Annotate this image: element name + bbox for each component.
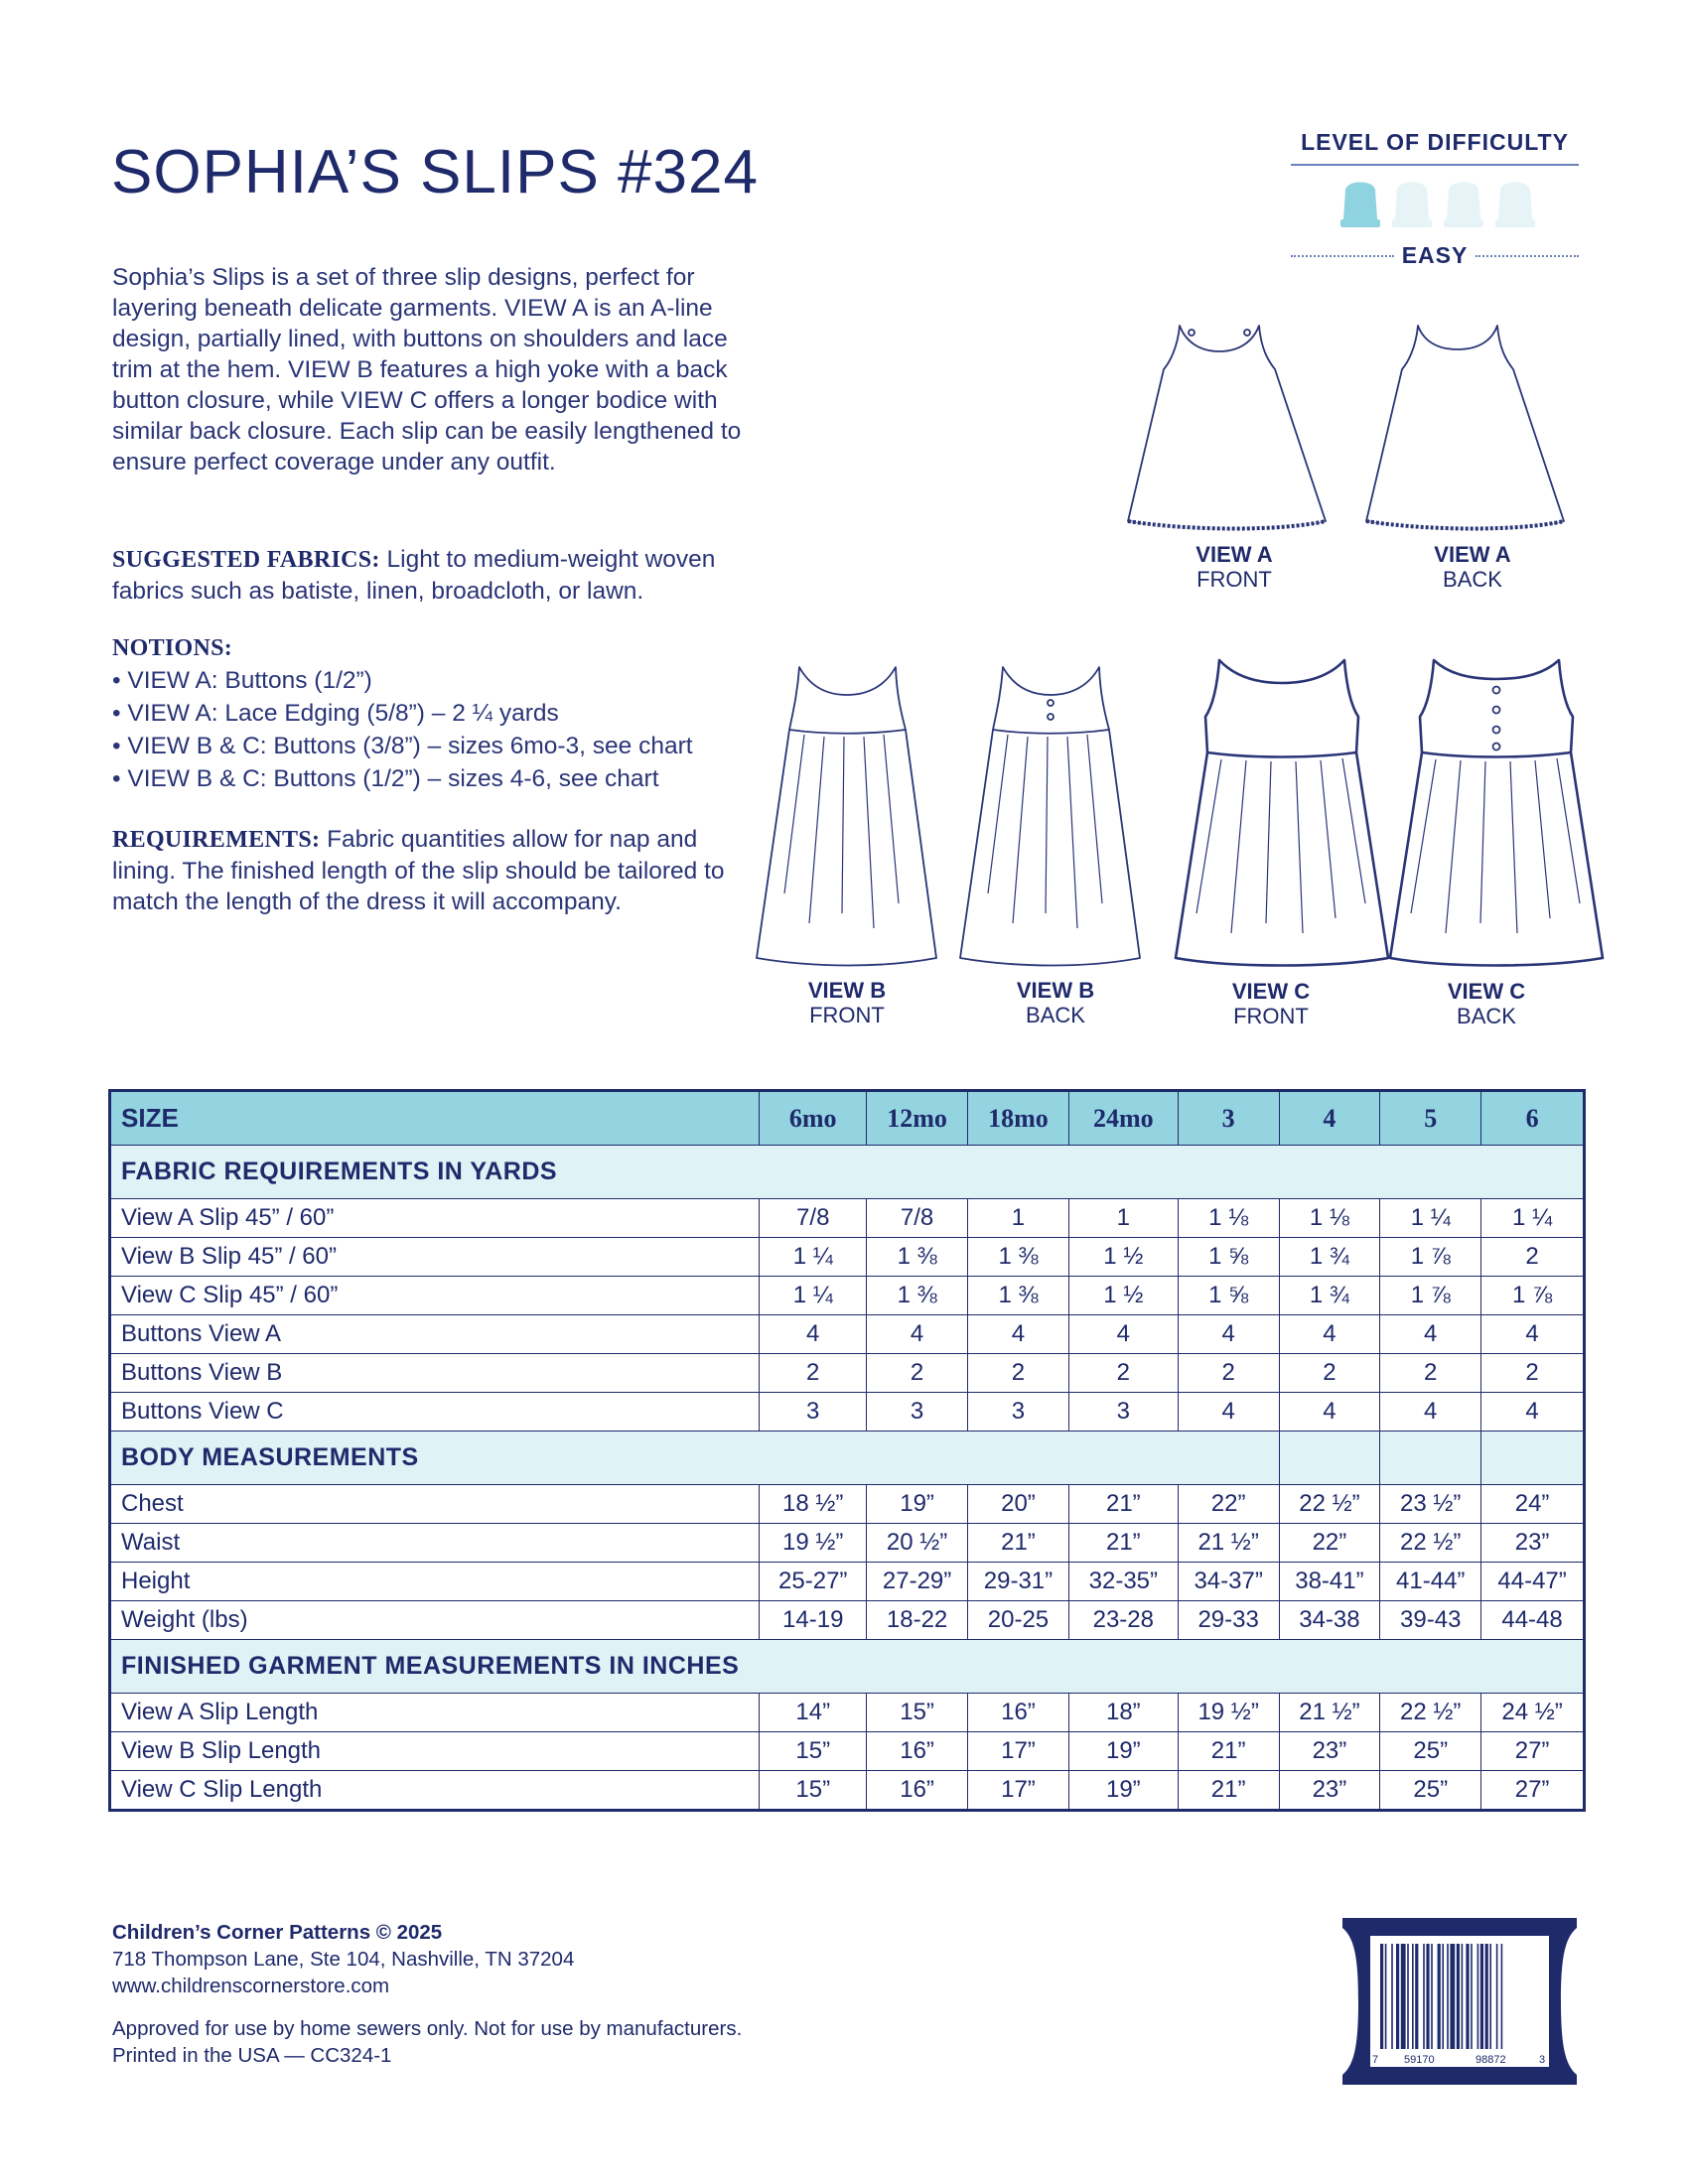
row-label: View A Slip 45” / 60” xyxy=(110,1199,760,1238)
table-row xyxy=(110,1771,1585,1811)
table-cell: 34-37” xyxy=(1178,1563,1279,1601)
table-cell: 1 ⅝ xyxy=(1178,1238,1279,1277)
company-address: 718 Thompson Lane, Ste 104, Nashville, TN 37204 xyxy=(112,1948,575,1971)
barcode-spool xyxy=(1340,1918,1579,2085)
barcode-bar xyxy=(1412,1944,1414,2049)
table-cell: 23” xyxy=(1481,1524,1585,1563)
barcode-bar xyxy=(1485,1944,1488,2049)
table-row xyxy=(110,1601,1585,1640)
table-cell: 2 xyxy=(760,1354,867,1393)
table-cell: 1 ⅛ xyxy=(1279,1199,1380,1238)
table-cell: 20-25 xyxy=(968,1601,1069,1640)
view-c-front-caption xyxy=(1172,979,1370,1028)
printed-note: Printed in the USA — CC324-1 xyxy=(112,2044,392,2067)
view-side: BACK xyxy=(1026,1003,1085,1027)
size-chart-table xyxy=(108,1089,1586,1812)
table-cell: 1 xyxy=(1068,1199,1178,1238)
table-cell: 1 ⅜ xyxy=(968,1238,1069,1277)
barcode-bar xyxy=(1466,1944,1469,2049)
view-name: VIEW A xyxy=(1196,542,1273,567)
table-row xyxy=(110,1354,1585,1393)
table-cell: 4 xyxy=(1481,1393,1585,1432)
view-name: VIEW B xyxy=(807,978,887,1003)
view-c-back-illustration xyxy=(1390,660,1603,966)
size-col: 3 xyxy=(1178,1091,1279,1146)
table-cell: 2 xyxy=(1068,1354,1178,1393)
view-a-back-caption xyxy=(1373,542,1572,592)
barcode-bar xyxy=(1380,1944,1383,2049)
table-cell: 19” xyxy=(867,1485,968,1524)
table-cell: 16” xyxy=(968,1694,1069,1732)
difficulty-level: EASY xyxy=(1401,242,1469,268)
table-cell: 1 xyxy=(968,1199,1069,1238)
barcode-bar xyxy=(1423,1944,1425,2049)
table-row xyxy=(110,1694,1585,1732)
row-label: View B Slip Length xyxy=(110,1732,760,1771)
barcode-bar xyxy=(1396,1944,1399,2049)
table-cell: 17” xyxy=(968,1771,1069,1811)
view-a-back-illustration xyxy=(1366,326,1564,529)
table-cell: 4 xyxy=(867,1315,968,1354)
table-cell: 19 ½” xyxy=(1178,1694,1279,1732)
table-row xyxy=(110,1199,1585,1238)
table-row xyxy=(110,1524,1585,1563)
barcode-bar xyxy=(1415,1944,1418,2049)
table-cell: 14” xyxy=(760,1694,867,1732)
table-cell: 17” xyxy=(968,1732,1069,1771)
barcode-bar xyxy=(1438,1944,1441,2049)
table-cell: 4 xyxy=(1380,1393,1481,1432)
view-c-back-caption xyxy=(1387,979,1586,1028)
table-cell: 22 ½” xyxy=(1380,1694,1481,1732)
notion-item: • VIEW B & C: Buttons (3/8”) – sizes 6mo-3, see chart xyxy=(112,733,693,759)
table-cell: 21” xyxy=(1178,1732,1279,1771)
table-cell: 24” xyxy=(1481,1485,1585,1524)
table-cell: 15” xyxy=(760,1732,867,1771)
table-cell: 20 ½” xyxy=(867,1524,968,1563)
size-chart-body xyxy=(110,1146,1585,1811)
table-cell: 4 xyxy=(968,1315,1069,1354)
table-cell: 27” xyxy=(1481,1771,1585,1811)
notions-label: NOTIONS: xyxy=(112,635,233,661)
table-cell: 21 ½” xyxy=(1279,1694,1380,1732)
barcode-bar xyxy=(1391,1944,1393,2049)
table-row xyxy=(110,1732,1585,1771)
barcode-bar xyxy=(1407,1944,1409,2049)
table-cell: 15” xyxy=(867,1694,968,1732)
section-row xyxy=(110,1146,1585,1199)
view-side: BACK xyxy=(1457,1004,1516,1028)
table-cell: 2 xyxy=(1481,1354,1585,1393)
notion-item: • VIEW A: Buttons (1/2”) xyxy=(112,667,372,694)
table-cell: 1 ¾ xyxy=(1279,1238,1380,1277)
table-row xyxy=(110,1315,1585,1354)
table-cell: 7/8 xyxy=(867,1199,968,1238)
table-cell: 1 ¼ xyxy=(1380,1199,1481,1238)
section-title: FINISHED GARMENT MEASUREMENTS IN INCHES xyxy=(110,1640,1585,1694)
table-cell: 23-28 xyxy=(1068,1601,1178,1640)
garment-illustrations xyxy=(0,0,1688,1062)
barcode-bar xyxy=(1462,1944,1464,2049)
table-cell: 23 ½” xyxy=(1380,1485,1481,1524)
barcode-digit: 3 xyxy=(1539,2054,1546,2066)
table-cell: 4 xyxy=(1178,1393,1279,1432)
view-b-front-caption xyxy=(748,978,946,1027)
size-col: 6mo xyxy=(760,1091,867,1146)
barcode-bar xyxy=(1447,1944,1449,2049)
table-cell: 2 xyxy=(1178,1354,1279,1393)
barcode-bar xyxy=(1442,1944,1444,2049)
table-cell: 15” xyxy=(760,1771,867,1811)
table-row xyxy=(110,1393,1585,1432)
view-a-front-caption xyxy=(1135,542,1334,592)
requirements-label: REQUIREMENTS: xyxy=(112,827,321,853)
row-label: View C Slip 45” / 60” xyxy=(110,1277,760,1315)
table-cell: 1 ¾ xyxy=(1279,1277,1380,1315)
table-cell: 19” xyxy=(1068,1771,1178,1811)
view-b-back-illustration xyxy=(960,667,1140,966)
table-cell: 1 ¼ xyxy=(760,1238,867,1277)
row-label: Height xyxy=(110,1563,760,1601)
table-cell: 18-22 xyxy=(867,1601,968,1640)
size-col: 6 xyxy=(1481,1091,1585,1146)
section-row xyxy=(110,1640,1585,1694)
barcode-bar xyxy=(1471,1944,1473,2049)
row-label: Weight (lbs) xyxy=(110,1601,760,1640)
table-cell: 32-35” xyxy=(1068,1563,1178,1601)
table-cell: 39-43 xyxy=(1380,1601,1481,1640)
table-cell: 1 ¼ xyxy=(760,1277,867,1315)
fabrics-label: SUGGESTED FABRICS: xyxy=(112,547,380,573)
table-cell: 23” xyxy=(1279,1732,1380,1771)
table-cell: 16” xyxy=(867,1771,968,1811)
table-cell: 1 ⅞ xyxy=(1481,1277,1585,1315)
notion-item: • VIEW B & C: Buttons (1/2”) – sizes 4-6, see chart xyxy=(112,765,659,792)
table-cell: 1 ⅝ xyxy=(1178,1277,1279,1315)
table-cell: 2 xyxy=(867,1354,968,1393)
view-name: VIEW A xyxy=(1434,542,1511,567)
table-cell: 38-41” xyxy=(1279,1563,1380,1601)
table-cell: 41-44” xyxy=(1380,1563,1481,1601)
company-website[interactable]: www.childrenscornerstore.com xyxy=(112,1975,390,1997)
requirements-text: Fabric quantities allow for nap and lining. The finished length of the slip should be tailored to match the length of the dress it will accompany. xyxy=(112,826,725,915)
size-col: 5 xyxy=(1380,1091,1481,1146)
table-cell: 4 xyxy=(1279,1393,1380,1432)
section-title: BODY MEASUREMENTS xyxy=(110,1432,1280,1485)
section-blank-cell xyxy=(1380,1432,1481,1485)
table-cell: 2 xyxy=(1380,1354,1481,1393)
table-cell: 4 xyxy=(1178,1315,1279,1354)
disclaimer: Approved for use by home sewers only. Not for use by manufacturers. xyxy=(112,2017,743,2040)
table-cell: 23” xyxy=(1279,1771,1380,1811)
row-label: Buttons View A xyxy=(110,1315,760,1354)
size-col: 24mo xyxy=(1068,1091,1178,1146)
table-cell: 1 ⅜ xyxy=(968,1277,1069,1315)
table-cell: 24 ½” xyxy=(1481,1694,1585,1732)
table-cell: 25-27” xyxy=(760,1563,867,1601)
barcode-digit: 59170 xyxy=(1404,2054,1435,2066)
table-cell: 21” xyxy=(1178,1771,1279,1811)
view-name: VIEW C xyxy=(1447,979,1526,1004)
barcode-bar xyxy=(1489,1944,1491,2049)
row-label: Waist xyxy=(110,1524,760,1563)
barcode-bar xyxy=(1501,1944,1503,2049)
table-cell: 1 ¼ xyxy=(1481,1199,1585,1238)
table-cell: 25” xyxy=(1380,1732,1481,1771)
size-col: 4 xyxy=(1279,1091,1380,1146)
view-side: FRONT xyxy=(1196,567,1272,592)
size-col: 18mo xyxy=(968,1091,1069,1146)
difficulty-label: LEVEL OF DIFFICULTY xyxy=(1301,129,1569,155)
table-cell: 4 xyxy=(1279,1315,1380,1354)
table-row xyxy=(110,1563,1585,1601)
table-cell: 21” xyxy=(1068,1485,1178,1524)
footer xyxy=(112,1919,1006,2069)
table-cell: 19” xyxy=(1068,1732,1178,1771)
view-c-front-illustration xyxy=(1176,660,1388,966)
table-cell: 3 xyxy=(968,1393,1069,1432)
table-cell: 1 ⅞ xyxy=(1380,1277,1481,1315)
table-cell: 1 ⅞ xyxy=(1380,1238,1481,1277)
table-cell: 44-47” xyxy=(1481,1563,1585,1601)
row-label: Buttons View B xyxy=(110,1354,760,1393)
table-cell: 1 ½ xyxy=(1068,1238,1178,1277)
table-cell: 1 ½ xyxy=(1068,1277,1178,1315)
notion-item: • VIEW A: Lace Edging (5/8”) – 2 ¼ yards xyxy=(112,700,559,727)
table-cell: 34-38 xyxy=(1279,1601,1380,1640)
table-cell: 22” xyxy=(1279,1524,1380,1563)
table-cell: 3 xyxy=(760,1393,867,1432)
barcode-bar xyxy=(1401,1944,1406,2049)
table-cell: 2 xyxy=(1481,1238,1585,1277)
table-cell: 7/8 xyxy=(760,1199,867,1238)
table-row xyxy=(110,1485,1585,1524)
table-cell: 3 xyxy=(1068,1393,1178,1432)
barcode-digit: 7 xyxy=(1372,2054,1379,2066)
table-cell: 3 xyxy=(867,1393,968,1432)
view-b-back-caption xyxy=(956,978,1155,1027)
table-cell: 4 xyxy=(760,1315,867,1354)
size-header-row xyxy=(110,1091,1585,1146)
table-cell: 21” xyxy=(1068,1524,1178,1563)
barcode-digit: 98872 xyxy=(1476,2054,1506,2066)
view-side: FRONT xyxy=(1233,1004,1309,1028)
row-label: View C Slip Length xyxy=(110,1771,760,1811)
table-cell: 21 ½” xyxy=(1178,1524,1279,1563)
table-cell: 22” xyxy=(1178,1485,1279,1524)
table-cell: 14-19 xyxy=(760,1601,867,1640)
table-cell: 22 ½” xyxy=(1380,1524,1481,1563)
barcode-bar xyxy=(1426,1944,1429,2049)
table-cell: 16” xyxy=(867,1732,968,1771)
table-cell: 19 ½” xyxy=(760,1524,867,1563)
table-cell: 2 xyxy=(968,1354,1069,1393)
row-label: Buttons View C xyxy=(110,1393,760,1432)
view-a-front-illustration xyxy=(1128,326,1326,529)
barcode-bar xyxy=(1431,1944,1433,2049)
view-side: FRONT xyxy=(809,1003,885,1027)
barcode-bar xyxy=(1496,1944,1498,2049)
table-row xyxy=(110,1238,1585,1277)
table-cell: 2 xyxy=(1279,1354,1380,1393)
size-col: 12mo xyxy=(867,1091,968,1146)
table-cell: 44-48 xyxy=(1481,1601,1585,1640)
table-row xyxy=(110,1277,1585,1315)
barcode-bar xyxy=(1480,1944,1483,2049)
view-b-front-illustration xyxy=(757,667,936,966)
table-cell: 4 xyxy=(1481,1315,1585,1354)
view-name: VIEW C xyxy=(1231,979,1311,1004)
section-blank-cell xyxy=(1279,1432,1380,1485)
row-label: View A Slip Length xyxy=(110,1694,760,1732)
barcode-bar xyxy=(1477,1944,1479,2049)
table-cell: 22 ½” xyxy=(1279,1485,1380,1524)
table-cell: 1 ⅜ xyxy=(867,1238,968,1277)
table-cell: 21” xyxy=(968,1524,1069,1563)
table-cell: 1 ⅛ xyxy=(1178,1199,1279,1238)
barcode-bar xyxy=(1385,1944,1387,2049)
table-cell: 27-29” xyxy=(867,1563,968,1601)
section-row xyxy=(110,1432,1585,1485)
table-cell: 29-33 xyxy=(1178,1601,1279,1640)
table-cell: 25” xyxy=(1380,1771,1481,1811)
view-name: VIEW B xyxy=(1016,978,1095,1003)
table-cell: 18 ½” xyxy=(760,1485,867,1524)
table-cell: 4 xyxy=(1068,1315,1178,1354)
barcode-bar xyxy=(1450,1944,1455,2049)
section-blank-cell xyxy=(1481,1432,1585,1485)
table-cell: 29-31” xyxy=(968,1563,1069,1601)
section-title: FABRIC REQUIREMENTS IN YARDS xyxy=(110,1146,1585,1199)
table-cell: 4 xyxy=(1380,1315,1481,1354)
company-name: Children’s Corner Patterns © 2025 xyxy=(112,1921,443,1944)
barcode-bar xyxy=(1457,1944,1460,2049)
page-title: SOPHIA’S SLIPS #324 xyxy=(111,138,759,206)
table-cell: 27” xyxy=(1481,1732,1585,1771)
row-label: Chest xyxy=(110,1485,760,1524)
fabrics-text: Light to medium-weight woven fabrics such as batiste, linen, broadcloth, or lawn. xyxy=(112,546,716,605)
row-label: View B Slip 45” / 60” xyxy=(110,1238,760,1277)
view-side: BACK xyxy=(1443,567,1502,592)
table-cell: 18” xyxy=(1068,1694,1178,1732)
table-cell: 1 ⅜ xyxy=(867,1277,968,1315)
size-label: SIZE xyxy=(110,1091,760,1146)
pattern-description: Sophia’s Slips is a set of three slip designs, perfect for layering beneath delicate garments. VIEW A is an A-line design, partially lined, with buttons on shoulders and lace trim at the hem. VIEW B features a high yoke with a back button closure, while VIEW C offers a longer bodice with similar back closure. Each slip can be easily lengthened to ensure perfect coverage under any outfit. xyxy=(112,264,742,476)
table-cell: 20” xyxy=(968,1485,1069,1524)
